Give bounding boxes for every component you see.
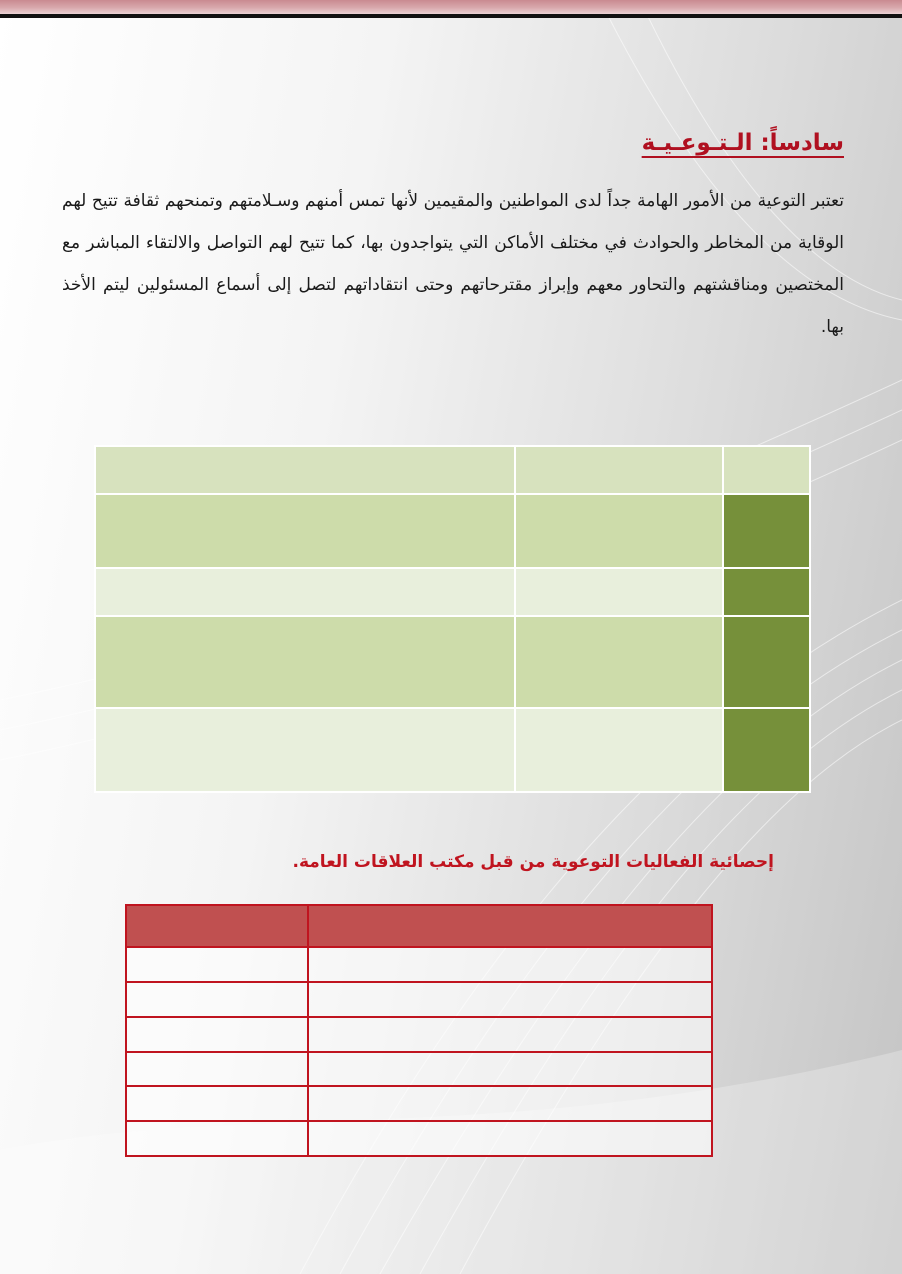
header-cell bbox=[308, 905, 712, 947]
header-cell bbox=[95, 446, 515, 494]
table-cell bbox=[308, 1017, 712, 1052]
table-cell bbox=[126, 1017, 308, 1052]
header-cell bbox=[515, 446, 723, 494]
table-cell bbox=[95, 494, 515, 568]
table-row bbox=[126, 1086, 712, 1121]
table-row bbox=[95, 708, 810, 792]
awareness-table bbox=[94, 445, 811, 793]
table-cell bbox=[515, 568, 723, 616]
table-cell bbox=[308, 1086, 712, 1121]
table-cell bbox=[95, 616, 515, 708]
table-cell bbox=[126, 1052, 308, 1087]
table-row bbox=[126, 947, 712, 982]
table-cell bbox=[126, 947, 308, 982]
table-cell bbox=[308, 982, 712, 1017]
row-number-cell bbox=[723, 568, 810, 616]
row-number-cell bbox=[723, 494, 810, 568]
table-cell bbox=[126, 1086, 308, 1121]
header-cell bbox=[723, 446, 810, 494]
section-paragraph: تعتبر التوعية من الأمور الهامة جداً لدى المواطنين والمقيمين لأنها تمس أمنهم وسـلامتهم وتمنحهم ثقافة تتيح لهم الوقاية من المخاطر والحوادث في مختلف الأماكن التي يتواجدون بها، كما تتيح لهم التواصل والالتقاء المباشر مع المختصين ومناقشتهم والتحاور معهم وإبراز مقترحاتهم وحتى انتقاداتهم لتصل إلى أسماع المسئولين ليتم الأخذ بها. bbox=[62, 191, 844, 337]
row-number-cell bbox=[723, 616, 810, 708]
table-row bbox=[95, 616, 810, 708]
section-title: سادساً: الـتـوعـيـة bbox=[641, 130, 844, 156]
table-header-row bbox=[126, 905, 712, 947]
table-cell bbox=[308, 1121, 712, 1156]
events-stats-table bbox=[125, 904, 713, 1157]
table-cell bbox=[308, 1052, 712, 1087]
table-row bbox=[95, 568, 810, 616]
row-number-cell bbox=[723, 708, 810, 792]
stats-caption: إحصائية الفعاليات التوعوية من قبل مكتب العلاقات العامة. bbox=[292, 852, 774, 872]
table-row bbox=[126, 1017, 712, 1052]
table-row bbox=[126, 1052, 712, 1087]
header-rule bbox=[0, 14, 902, 18]
table-row bbox=[126, 982, 712, 1017]
table-row bbox=[126, 1121, 712, 1156]
table-cell bbox=[126, 982, 308, 1017]
table-row bbox=[95, 494, 810, 568]
table-cell bbox=[308, 947, 712, 982]
table-cell bbox=[515, 494, 723, 568]
table-cell bbox=[95, 568, 515, 616]
header-band bbox=[0, 0, 902, 14]
table-cell bbox=[95, 708, 515, 792]
table-header-row bbox=[95, 446, 810, 494]
header-cell bbox=[126, 905, 308, 947]
table-cell bbox=[515, 616, 723, 708]
table-cell bbox=[126, 1121, 308, 1156]
table-cell bbox=[515, 708, 723, 792]
